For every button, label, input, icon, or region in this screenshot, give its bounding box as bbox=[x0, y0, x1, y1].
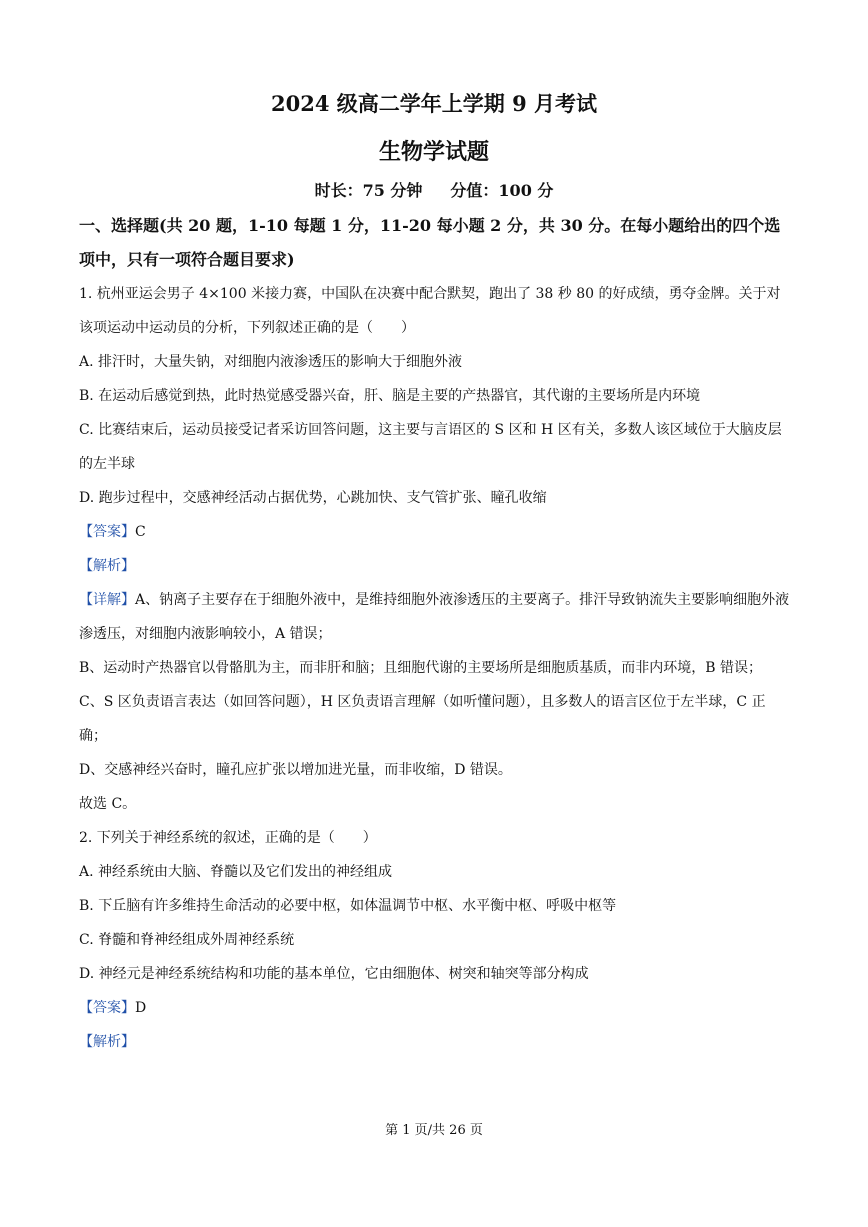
option-b: B. 在运动后感觉到热，此时热觉感受器兴奋，肝、脑是主要的产热器官，其代谢的主要场所是内环境 bbox=[79, 388, 701, 404]
answer-label: 【答案】 bbox=[79, 1000, 135, 1016]
exam-title: 2024 级高二学年上学期 9 月考试 bbox=[271, 91, 597, 116]
option-c: C. 脊髓和脊神经组成外周神经系统 bbox=[79, 932, 295, 948]
option-a: A. 神经系统由大脑、脊髓以及它们发出的神经组成 bbox=[79, 864, 393, 880]
question-stem: 2. 下列关于神经系统的叙述，正确的是（ ） bbox=[79, 830, 377, 846]
detail-d: D、交感神经兴奋时，瞳孔应扩张以增加进光量，而非收缩，D 错误。 bbox=[79, 762, 512, 778]
option-b: B. 下丘脑有许多维持生命活动的必要中枢，如体温调节中枢、水平衡中枢、呼吸中枢等 bbox=[79, 898, 617, 914]
detail-c: C、S 区负责语言表达（如回答问题），H 区负责语言理解（如听懂问题），且多数人的语言区位于左半球，C 正确； bbox=[79, 694, 766, 744]
conclusion: 故选 C。 bbox=[79, 796, 137, 812]
page-number: 第 1 页/共 26 页 bbox=[385, 1123, 483, 1138]
analysis-line bbox=[79, 1025, 791, 1059]
question-stem: 1. 杭州亚运会男子 4×100 米接力赛，中国队在决赛中配合默契，跑出了 38 秒 80 的好成绩，勇夺金牌。关于对该项运动中运动员的分析，下列叙述正确的是（ ） bbox=[79, 286, 781, 336]
analysis-label: 【解析】 bbox=[79, 1034, 135, 1050]
exam-score: 分值：100 分 bbox=[450, 181, 554, 200]
answer-label: 【答案】 bbox=[79, 524, 135, 540]
analysis-label: 【解析】 bbox=[79, 558, 135, 574]
option-a: A. 排汗时，大量失钠，对细胞内液渗透压的影响大于细胞外液 bbox=[79, 354, 463, 370]
option-d: D. 跑步过程中，交感神经活动占据优势，心跳加快、支气管扩张、瞳孔收缩 bbox=[79, 490, 547, 506]
detail-a bbox=[79, 583, 791, 651]
option-d: D. 神经元是神经系统结构和功能的基本单位，它由细胞体、树突和轴突等部分构成 bbox=[79, 966, 589, 982]
answer-line bbox=[79, 991, 791, 1025]
detail-a-text: A、钠离子主要存在于细胞外液中，是维持细胞外液渗透压的主要离子。排汗导致钠流失主要影响细胞外液渗透压，对细胞内液影响较小，A 错误； bbox=[79, 592, 790, 642]
exam-content bbox=[79, 209, 791, 1059]
analysis-line bbox=[79, 549, 791, 583]
question-2 bbox=[79, 821, 791, 1059]
answer-line bbox=[79, 515, 791, 549]
section-heading: 一、选择题(共 20 题，1-10 每题 1 分，11-20 每小题 2 分，共 30 分。在每小题给出的四个选项中，只有一项符合题目要求) bbox=[79, 216, 781, 269]
answer-value: C bbox=[135, 524, 146, 540]
exam-duration: 时长：75 分钟 bbox=[314, 181, 423, 200]
exam-subject: 生物学试题 bbox=[378, 139, 489, 165]
detail-label: 【详解】 bbox=[79, 592, 135, 608]
option-c: C. 比赛结束后，运动员接受记者采访回答问题，这主要与言语区的 S 区和 H 区有关，多数人该区域位于大脑皮层的左半球 bbox=[79, 422, 782, 472]
exam-meta bbox=[0, 178, 868, 201]
detail-b: B、运动时产热器官以骨骼肌为主，而非肝和脑；且细胞代谢的主要场所是细胞质基质，而非内环境，B 错误； bbox=[79, 660, 763, 676]
question-1 bbox=[79, 277, 791, 821]
answer-value: D bbox=[135, 1000, 147, 1016]
